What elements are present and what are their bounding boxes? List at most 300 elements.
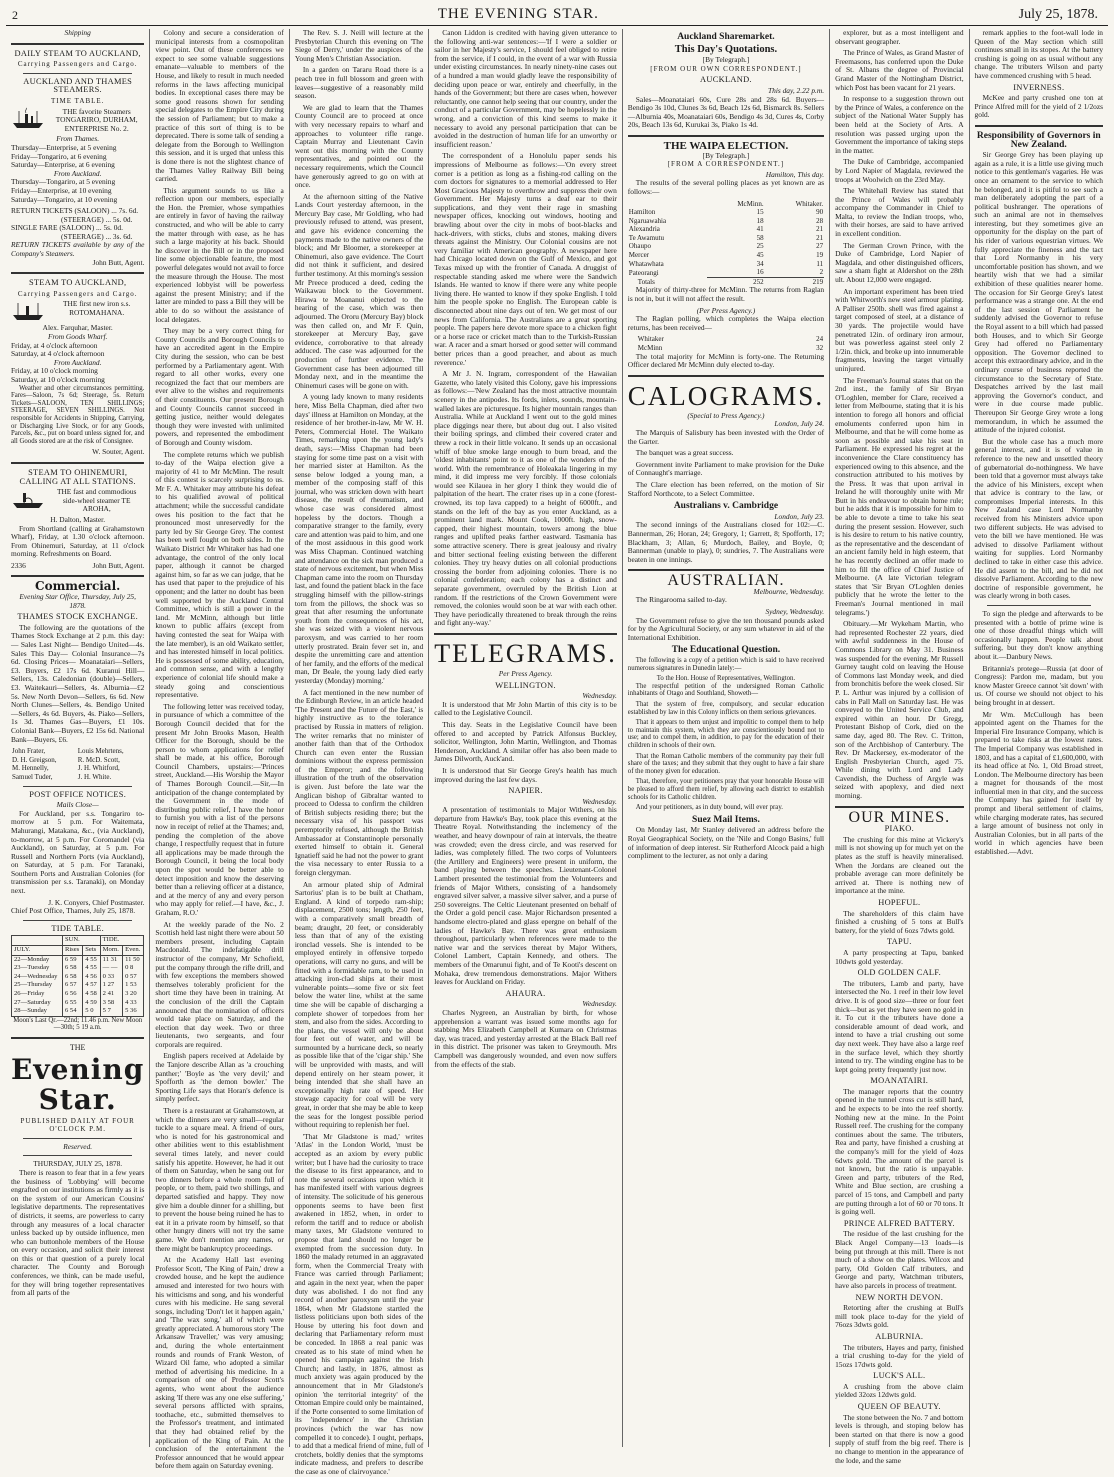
table-cell: 4 55 [83, 955, 100, 964]
table-cell: 0 33 [100, 973, 122, 982]
agent-signature: John Butt, Agent. [92, 560, 145, 570]
article-paragraph: The correspondent of a Honolulu paper sends his impressions of Melbourne as follows:—'On every street corner is a petition as long as a fishing-rod calling on the corn doctors for signatures to a memorial addressed to Her Most Gracious Majesty to overthrow and suppress their own Government. Her Majesty turns a deaf ear to their supplications, and they vent their rage in smashing newspaper offices, knocking out windows, hooting and brawling about over the city in mobs of boot-blacks and hack-drivers, with sticks, clubs and stones, making divers threats against the Ministry. Our Colonial cousins are not very familiar with American geography. A newspaper here had Chicago located down on the Gulf of Mexico, and got Texas mixed up with the frontier of Canada. A druggist of respectable standing asked me where were the Sandwich Islands. He wanted to know if there were any white people living there. He wanted to know if they spoke English. I told him the people spoke no English. The European cable is disconnected about nine days out of ten. We get most of our news from California. The Australians are a great sporting people. The papers here devote more space to a chicken fight or a horse race or cricket match than to the Turkish-Russian war. A racer and a smart horsed or good setter will command better prices than a good preacher, and about as much reverence.' [434, 151, 617, 367]
article-paragraph: A presentation of testimonials to Major Withers, on his departure from Hawke's Bay, took place this evening at the Theatre Royal. Notwithstanding the inclemency of the weather, and heavy downpour of rain at intervals, the theatre was crowded; even the dress circle, and was reserved for ladies, was completely filled. The two corps of Volunteers (the Artillery and Engineers) were present in uniform, the band playing between the speeches. Lieutenant-Colonel Lambert presented the testimonial from the Volunteers and friends of Major Withers, consisting of a handsomely engraved silver salver, a massive silver salver, and a purse of 250 sovereigns. The Celtic Lieutenant presented on behalf of the Order a gold pencil case. Major Richardson presented a handsome electro-plated and glass epergne on behalf of the ladies of Hawke's Bay. There was great enthusiasm throughout, particularly when references were made to the native war and the services thereat by Major Withers, Colonel Lambert, Captain Kennedy, and others. The members of the Omarunui fight, and of Te Kooti's descent on Mohaka, drew tremendous demonstrations. Major Withers leaves for Auckland on Friday. [434, 805, 617, 987]
schedule-line: Saturday, at 10 o'clock morning [11, 375, 105, 384]
table-cell: 4 58 [83, 990, 100, 999]
table-cell: 0 8 [123, 964, 144, 973]
section-heading: TELEGRAMS. [434, 638, 617, 668]
agent-signature: John Butt, Agent. [92, 257, 145, 267]
columns [6, 28, 1108, 1476]
section-label: Mails Close— [56, 800, 99, 810]
table-header-cell [12, 936, 63, 946]
paddle-steamer-icon [11, 488, 45, 510]
table-header-cell: Morn. [100, 946, 122, 956]
article-paragraph: And your petitioners, as in duty bound, will ever pray. [635, 804, 783, 812]
table-header-cell: TIDE. [100, 936, 144, 946]
article-paragraph: In a garden on Tararu Road there is a peach tree in full blossom and green with leaves—suggestive of a reasonably mild season. [294, 65, 424, 101]
table-cell: 5 7 [100, 1007, 122, 1016]
table-cell: 3 58 [100, 999, 122, 1008]
article-paragraph: Mr Wm. McCullough has been appointed agent on the Thames for the Imperial Fire Insurance Company, which is prepared to take risks at the lowest rates. The Imperial Company was established in 1803, and has a capital of £1,600,000, with its head office at No. 1, Old Broad street, London. The Melbourne directory has been a magnet for thousands of the most influential men in that city, and the success the Company has gained for itself by prompt and liberal settlement of claims, while charging moderate rates, has secured a large amount of business not only in Australian Colonies, but in all parts of the world in which agencies have been established.—Advt. [974, 709, 1104, 857]
schedule-line: Friday, at 4 o'clock afternoon [11, 340, 98, 350]
table-cell: 6 54 [62, 1007, 82, 1016]
article-paragraph: remark applies to the foot-wall lode in Queen of the May section which still continues small in its stopes. At the battery crushing is going on as usual without any change. The tributers Wilson and party have commenced crushing with 5 head. [974, 28, 1104, 80]
table-cell: 252 [707, 277, 764, 286]
table-cell: M. Hennelly, [12, 764, 49, 773]
article-paragraph: Sir George Grey has been playing up again as a rule, it is a little use giving much notice to this gentleman's vagaries. He was once an ornament to the service to which he belonged, and it is pitiful to see such a man deliberately adopting the part of a political bushranger. The operations of such an animal are not in themselves interesting, but they sometimes give an opportunity for the display on the part of his rider of various equestrian virtues. We fully appreciate the fineness and the tact that Lord Normanby in his very uncomfortable position has shown, and we heartily wish that we had a similar exhibition of these qualities nearer home. The occasion for Sir George Grey's latest performance was a strange one. At the end of the last session of Parliament he suddenly advised the Governor to refuse the Royal assent to a bill which had passed both Houses, and to which Sir George Grey had offered no Parliamentary opposition. The Governor declined to accept this extraordinary advice, and in the ordinary course of business reported the circumstance to the Secretary of State. Despatches arrived by the last mail approving the Governor's conduct, and were in due course made public. Thereupon Sir George Grey wrote a long memorandum, in which he assumed the attitude of the injured colonist. [974, 150, 1104, 435]
article-paragraph: The Clare election has been referred, on the motion of Sir Stafford Northcote, to a Select Committee. [627, 479, 825, 498]
article-paragraph: The manager reports that the country opened in the tunnel cross cut is still hard, and he expects to be into the reef shortly. Nothing new at the mine. In the Point Russell reef. The crushing for the company continues about the same. The tributers, Rea and party, have finished a crushing at the company's mill for the yield of 4ozs 6dwts gold. The amount of the parcel is not known, but the ratio is unpayable. Green and party, tributers of the Red, White and Blue section, are crushing a parcel of 15 tons, and Campbell and party are putting through a lot of 60 or 70 tons. It is going well. [835, 1086, 964, 1217]
table-row [12, 999, 144, 1008]
article-paragraph: The following letter was received today, in pursuance of which a committee of the Borough Council decided that for the present Mr John Brooks Mason, Health Officer for the Borough, should be the person to whom applications for relief shall be made, at his office, Borough Council Chambers, upstairs:—'Princes street, Auckland.—His Worship the Mayor of Thames Borough Council.—Sir,—In anticipation of the change contemplated by the Government in the mode of distributing public relief, I have the honor to furnish you with a list of the persons now in receipt of relief at the Thames; and, pending the completion of the above change, I respectfully request that in future all applications may be made through the Borough Council, it being the local body upon the spot would be better able to detect imposition and know the deserving better than a relieving officer at a distance, and at the mercy of any and every person who may apply for relief.—I have, &c., J. Graham, R.O.' [155, 701, 284, 917]
article-heading: Australians v. Cambridge [673, 501, 779, 512]
steamer-names: THE first new iron s.s. ROTOMAHANA. [63, 299, 131, 318]
table-header-cell: Whitaker. [795, 199, 824, 208]
schedule-line: Saturday, at 4 o'clock afternoon [11, 349, 105, 359]
table-cell: Ohaupo [628, 242, 651, 251]
section-heading: This Day's Quotations. [674, 43, 778, 55]
dateline-place: AUCKLAND. [700, 75, 752, 85]
table-cell: 23—Tuesday [12, 964, 63, 973]
mine-name: ALBURNIA. [875, 1331, 924, 1341]
column-4 [429, 29, 623, 1447]
schedule-line: Thursday—Tongariro, at 5 evening [11, 177, 116, 187]
table-cell: 1 53 [123, 981, 144, 990]
table-cell: 6 56 [62, 990, 82, 999]
dateline-day: Wednesday. [582, 796, 617, 806]
article-paragraph: The second innings of the Australians closed for 102:—C. Bannerman, 26; Horan, 24; Gregory, 1; Garrett, 8; Spofforth, 17; Blackham, 3; Allan, 6; Murdoch, Bailey, and Boyle, 0; Bannerman (unable to play), 0; sundries, 7. The Australians were beaten in one innings. [627, 520, 825, 564]
ad-heading: AUCKLAND AND THAMES STEAMERS. [23, 76, 133, 95]
table-header-cell: JULY. [12, 946, 63, 956]
table-cell: J. H. White. [77, 772, 112, 781]
table-cell: 6 57 [62, 981, 82, 990]
divider [987, 605, 1091, 606]
table-cell: — — [100, 964, 122, 973]
table-row [628, 234, 824, 243]
mine-name: NEW NORTH DEVON. [855, 1292, 944, 1302]
column-7 [970, 29, 1108, 1447]
table-cell: 2 41 [100, 990, 122, 999]
article-paragraph: The shareholders of this claim have finished a crushing of 5 tons at Bull's battery, for the yield of 6ozs 7dwts gold. [835, 908, 964, 935]
steamer-ad [11, 108, 144, 134]
dateline-time: Hamilton, This day. [765, 169, 825, 179]
table-row [12, 973, 144, 982]
article-paragraph: There is a restaurant at Grahamstown, at which the dinners are very small—regular tuckle to a square meal. A friend of ours, who is noted for his gastronomical and other abilities went to this establishment several times lately, and never could satisfy his appetite. However, he had it out of them on Saturday, when he sang out for two dinners before a whole room full of people, or to them, paid two shillings, and departed satisfied and happy. They now give him a double dinner for a shilling, but to prevent the house being ruined he has to eat it in a private room by himself, so that other hungry diners will not try the same game. We don't mention any names, or there might be bankruptcy proceedings. [155, 1106, 284, 1253]
section-heading: AUSTRALIAN. [667, 572, 785, 590]
table-cell: 2 [819, 268, 824, 277]
poll-rows [628, 208, 824, 277]
article-paragraph: McKee and party crushed one ton at Prince Alfred mill for the yield of 2 1/2ozs gold. [974, 93, 1104, 120]
article-paragraph: A party prospecting at Tapu, banked 10dwts gold yesterday. [835, 947, 964, 966]
article-paragraph: The Marquis of Salisbury has been invested with the Order of the Garter. [627, 427, 825, 446]
source-note: (Per Press Agency.) [696, 305, 756, 315]
table-row [11, 764, 144, 773]
table-header-cell: Even. [123, 946, 144, 956]
signature: J. K. Conyers, Chief Postmaster. [48, 897, 145, 907]
mine-name: PRINCE ALFRED BATTERY. [843, 1218, 955, 1228]
table-cell: 3 20 [123, 990, 144, 999]
section-heading: CALOGRAMS. [627, 380, 825, 411]
column-1 [6, 29, 150, 1447]
table-header-cell: SUN. [62, 936, 100, 946]
article-paragraph: English papers received at Adelaide by the Tanjore describe Allan as 'a crouching panther;' 'Boyle as 'the very devil;' and Spofforth as 'the demon bowler.' The Sporting Life says that Horan's defence is simply perfect. [155, 1051, 284, 1104]
table-cell: 15 [756, 208, 764, 217]
table-cell: 28—Sunday [12, 1007, 63, 1016]
article-paragraph: They may be a very correct thing for County Councils and Borough Councils to have an accredited agent in the Empire City during the session, who can be best performed by a Parliamentary agent. With regard to all other works, every one recognized the fact that our members are ever alive to the wishes and requirements of their constituents. Our present Borough and County Councils cannot succeed in getting justice, neither would delegates though they were invested with unlimited powers, and represented the embodiment of Borough and County wisdom. [155, 326, 284, 447]
table-cell: 27 [816, 242, 824, 251]
divider [23, 786, 132, 787]
article-paragraph: That, therefore, your petitioners pray that your honorable House will be pleased to afford them relief, by allowing each district to establish schools for its Catholic children. [627, 778, 825, 801]
table-cell: 4 57 [83, 981, 100, 990]
mine-name: PIAKO. [884, 824, 915, 834]
table-header-cell: Sets [83, 946, 100, 956]
article-paragraph: The Ringarooma sailed to-day. [635, 595, 727, 605]
table-row [628, 242, 824, 251]
article-paragraph: At the weekly parade of the No. 2 Scottish held last night there were about 50 members present, including Captain Macdonald. The indefatigable drill instructor of the company, Mr Schofield, put the company through the rifle drill, and with few exceptions the members showed themselves tolerably proficient for the short time they have been in training. At the conclusion of the drill the Captain announced that the nomination of officers would take place on Saturday, and the election that day week. Two or three lieutenants, two sergeants, and four corporals are required. [155, 919, 284, 1049]
table-row [11, 773, 144, 782]
table-cell: D. H. Greigson, [12, 755, 57, 764]
article-paragraph: The results of the several polling places as yet known are as follows:— [627, 178, 825, 196]
article-heading: The Educational Question. [671, 645, 781, 656]
ad-heading: DAILY STEAM TO AUCKLAND, [14, 48, 141, 58]
table-header-cell: McMinn. [737, 199, 764, 208]
table-cell: John Frater, [12, 747, 46, 756]
article-paragraph: In response to a suggestion thrown out by the Prince of Wales, a conference on the subject of the National Water Supply has been held at the Society of Arts. A resolution was passed urging upon the Government the importance of taking steps in the matter. [835, 94, 964, 155]
article-paragraph: The German Crown Prince, with the Duke of Cambridge, Lord Napier of Magdala, and other distinguished officers, saw a sham fight at Aldershot on the 28th ult. About 12,000 were engaged. [835, 240, 964, 285]
dateline-place: WELLINGTON. [495, 680, 556, 690]
table-header-row [628, 200, 824, 209]
table-cell: Mercer [628, 251, 650, 260]
petition-address: To the Hon. House of Representatives, Wellington. [656, 675, 796, 683]
table-cell: Te Awamutu [628, 233, 665, 242]
ad-heading: STEAM TO AUCKLAND, [28, 278, 127, 288]
dateline-day: Wednesday. [582, 691, 617, 701]
article-heading: Responsibility of Governors in New Zealand. [976, 130, 1101, 150]
table-cell: 219 [765, 277, 825, 286]
article-paragraph: At the afternoon sitting of the Native Lands Court yesterday afternoon, in the Mercury Bay case, Mr Goldling, who had previously refused to attend, was present, and gave his evidence concerning the payments made to the native owners of the block; and Mr Bloomer, a storekeeper at Ohinemuri, also gave evidence. The Court did not think it sufficient, and desired further testimony. At this morning's session Mr Preece produced a deed, ceding the Waikawau block to the Government. Hirawa te Moananui objected to the hearing of the case, which was then adjourned. The Ororu (Mercury Bay) block was then called on, and Mr F. Quin, storekeeper at Mercury Bay, gave evidence, corroborative to that already adduced. The case was adjourned for the production of further evidence. The Government case has been adjourned till Monday next, and in the meantime the Ohinemuri cases will be gone on with. [294, 191, 424, 390]
issue-date: July 25, 1878. [1018, 7, 1098, 22]
ad-notice: Weather and other circumstances permitting. Fares—Saloon, 7s 6d; Steerage, 5s. Return Tickets—SALOON, TEN SHILLINGS; STEERAGE, SEVEN SHILLINGS. Not responsible for Accidents in Shipping, Carrying, or Discharging Live Stock, or for any Goods, Parcels, &c., put on board unless signed for, and all Goods stored are at the risk of Consignee. [11, 384, 145, 445]
newspaper-title: THE EVENING STAR. [437, 6, 599, 22]
divider [23, 73, 132, 74]
table-cell: 6 55 [62, 999, 82, 1008]
article-paragraph: The Duke of Cambridge, accompanied by Lord Napier of Magdala, reviewed the troops at Woolwich on the 23rd May. [835, 157, 964, 184]
table-cell: Whitaker [637, 335, 664, 344]
route-label: From Auckland. [53, 168, 102, 178]
article-paragraph: The Freeman's Journal states that on the 2nd inst., the family of Sir Bryan O'Loghlen, member for Clare, received a letter from Melbourne, stating that it is his intention to forego all honors and official emoluments conferred upon him in Melbourne, and that he will come home as soon as possible and take his seat in Parliament. He expressed his regret at the inconvenience the Clare constituency has experienced owing to this absence, and the construction attributed to his motives by the Press. It was that upon arrival in Ireland he will thoroughly unite with Mr Butt in his endeavour to obtain home rule; but he adds that it is impossible for him to be able to devote a time to take his seat during the present session. However, such is his desire to return to his native country, as the representative and the descendant of an ancient family held in high esteem, that he has recently declined an offer made to him to fill the office of Chief Justice of Melbourne. (A late Victorian telegram states that 'Sir Bryan O'Loghlen denies publicly that he wrote the letter to the Freeman's Journal mentioned in mail telegrams.') [835, 375, 964, 617]
route-label: From Goods Wharf. [47, 332, 108, 342]
article-paragraph: Charles Nygreen, an Australian by birth, for whose apprehension a warrant was issued some months ago for stabbing Mrs Elizabeth Campbell at Kumara on Christmas day, was traced, and yesterday arrested at the Black Ball reef in this district. The prisoner was taken to Greymouth. Mrs Campbell was dangerously wounded, and even now suffers from the effects of the stab. [434, 1007, 617, 1069]
table-cell: 6 58 [62, 973, 82, 982]
steamer-ad [11, 488, 144, 514]
tide-rows [12, 955, 144, 1016]
leader-date: THURSDAY, JULY 25, 1878. [33, 1159, 123, 1169]
table-cell: 27—Saturday [12, 999, 63, 1008]
table-header-cell [628, 200, 708, 209]
article-paragraph: A Mr J. N. Ingram, correspondent of the Hawaiian Gazette, who lately visited this Colony, gave his impressions as follows:—'New Zealand has the most attractive mountain scenery in the antipodes. Its fords, inlets, sounds, mountain-walled lakes are picturesque. Its higher mountain ranges than Australia. While at Auckland I went out to the gold mines place diggings near there, but about dug out. I also visited their boiling springs, and climbed their covered crater and threw a rock in their little volcano. It sends up an occasional whiff of blue smoke large enough to burn bread, and the 'oldest inhabitants' point to it as one of the wonders of the world. With the remembrance of Holeakala lingering in my mind, it did impress me very forcibly. If those colonials would see Kilauea in her glory I think they would die of palpitation of the heart. The crater rises up in a cone (forest-crowned, its top lava capped) to a height of 6000ft., and stands on the left of the bay as you enter Auckland, as a prominent land mark. Mount Cook, 1000ft. high, snow-capped, their highest mountain, towers among the blue ranges and uplifted peaks farther eastward. Tasmania has some attractive scenery. There is great jealousy and rivalry and bitter sectional feeling existing between the different colonies. They try heavy duties on all colonial productions crossing the border from adjoining colonies. There is no colonial confederation; each colony has a distinct and separate government, overruled by the British Lion at random. If the restrictions of the Crown Government were removed, the colonies would soon be at war with each other. They have periodically threatened to break through the reins and fight any-way.' [434, 369, 617, 628]
table-cell: Ngaruawahia [628, 216, 667, 225]
table-cell: 25—Thursday [12, 981, 63, 990]
table-row [11, 756, 144, 765]
table-cell: 0 57 [123, 973, 144, 982]
mine-name: QUEEN OF BEAUTY. [857, 1402, 941, 1412]
table-row [628, 335, 824, 344]
article-paragraph: Britannia's protege—Russia (at door of Congress): Pardon me, madam, but you know Master Greece cannot 'sit down' with us. Of course we should not object to his being brought in at dessert. [974, 663, 1104, 707]
article-heading: THAMES STOCK EXCHANGE. [17, 612, 139, 622]
dateline-time: London, July 23. [774, 511, 825, 521]
schedule-line: Saturday—Tongariro, at 10 evening [11, 194, 118, 204]
dateline: Chief Post Office, Thames, July 25, 1878. [11, 906, 136, 916]
divider [23, 1138, 132, 1139]
schedule-line: Thursday—Enterprise, at 5 evening [11, 142, 117, 152]
divider [23, 1155, 132, 1156]
master-name: Alex. Farquhar, Master. [42, 323, 113, 333]
table-cell: 24—Wednesday [12, 973, 63, 982]
table-row [12, 964, 144, 973]
article-paragraph: The stone between the No. 7 and bottom levels is through, and stoping below has been started on that there is now a good supply of stuff from the big reef. There is no change to mention in the appearance of the lode, and the same [835, 1412, 964, 1465]
article-heading: TIDE TABLE. [51, 923, 105, 933]
ad-subheading: Carrying Passengers and Cargo. [17, 289, 138, 298]
table-cell: J. H. Whitford, [77, 764, 120, 773]
schedule-line: Saturday—Enterprise, at 6 evening [11, 160, 115, 170]
column-3 [290, 28, 429, 1476]
article-paragraph: The tributers, Lamb and party, have intersected the No. 1 reef in their low level drive. It is of good size—three or four feet thick—but as yet they have seen no gold in it. To cut it the tributers have done a considerable amount of dead work, and intend to have a trial crushing out some day next week. They have also a large reef in the surface level, which they shortly intend to try. The winding engine has to be kept going pretty frequently just now. [835, 978, 964, 1074]
fare-line: SINGLE FARE (SALOON) ... 5s. 0d. [11, 223, 123, 233]
table-cell: 1 27 [100, 981, 122, 990]
publication-note: PUBLISHED DAILY AT FOUR O'CLOCK P.M. [20, 1116, 135, 1134]
table-cell: Alexandria [628, 225, 660, 234]
table-row [12, 990, 144, 999]
table-cell: 11 50 [123, 955, 144, 964]
steamship-icon [11, 108, 45, 130]
section-label: Shipping [64, 28, 91, 37]
table-cell: 6 58 [62, 964, 82, 973]
section-dateline: Evening Star Office, Thursday, July 25, 1878. [19, 592, 136, 610]
article-paragraph: It is understood that Mr John Martin of this city is to be called to the Legislative Council. [434, 699, 617, 718]
article-paragraph: To sign the pledge and afterwards to be presented with a bottle of prime wine is one of those dreadful things which will occasionally happen. People talk about suffering, but they don't know anything about it.—Danbury News. [974, 609, 1104, 661]
table-row [628, 251, 824, 260]
table-row [12, 981, 144, 990]
table-cell: 45 [756, 251, 764, 260]
article-paragraph: Canon Liddon is credited with having given utterance to the following anti-war sentences:—'If I were a soldier or sailor in her Majesty's service, I should feel obliged to retire from the service, if I could, in the event of a war with Russia under existing circumstances. In nearly ninety-nine cases out of a hundred a man would gladly leave the responsibility of deciding upon peace or war, entirely and cheerfully, in the hands of the Government; but there are cases when, however reluctantly, one cannot help seeing that our country, under the conduct of a particular Government, may be hopelessly in the wrong, and a conviction of this kind seems to make it necessary to avoid any personal participation that can be avoided in the destruction of human life for an unworthy or insufficient reason.' [434, 28, 617, 149]
ad-subheading: Carrying Passengers and Cargo. [17, 60, 138, 69]
article-heading: POST OFFICE NOTICES. [29, 789, 127, 799]
route-label: From Thames. [56, 134, 100, 144]
raglan-table [628, 335, 824, 352]
table-cell: 5 36 [123, 1007, 144, 1016]
article-paragraph: At the Academy Hall last evening Professor Scott, 'The King of Pain,' drew a crowded house, and he kept the audience amused and interested for two hours with his witticisms and song, and his wonderful cures with his medicine. He sang several songs, including 'Don't let it happen again,' and 'The wax song,' all of which were greatly appreciated. A humorous story 'The Arkansaw Traveller,' was very amusing; and, during the whole entertainment rounds and rounds of Frank Weston, of Wizard Oil fame, who adopted a similar method of advertising his medicine. In a comparison of one of Professor Scott's agents, who went about the audience asking 'If there was any one else suffering,' several persons afflicted with sprains, toothache, etc., submitted themselves to the Professor's treatment, and intimated that they had obtained relief by the application of the King of Pain. At the conclusion of the entertainment the Professor announced that he would appear before them again on Saturday evening. [155, 1255, 284, 1471]
table-cell: 4 33 [123, 999, 144, 1008]
table-cell: 28 [816, 216, 824, 225]
mine-name: LUCK'S ALL. [873, 1371, 926, 1381]
table-row [12, 1007, 144, 1016]
steamer-names: THE fast and commodious side-wheel steamer TE AROHA, [56, 487, 137, 514]
section-heading: OUR MINES. [848, 808, 951, 826]
article-paragraph: An armour plated ship of Admiral Sartorius' plan is to be built at Chatham, England. A kind of torpedo ram-ship; displacement, 2500 tons; length, 250 feet, with a comparatively small breadth of beam; draught, 20 feet, or considerably less than that of any of the existing ironclad vessels. She is intended to be employed entirely in offensive torpedo operations, will carry no guns, and will be fitted with a formidable ram, to be used in attacking iron-clad ships at their most vulnerable points—some five or six feet below the water line, whilst at the same time she will be capable of discharging a complete shower of torpedoes from her stem, and also from the sides. According to the plans, the vessel will only be about four feet out of water, and will be surmounted by a hurricane deck, so nearly as possible like that of the 'cigar ship.' She will be unprovided with masts, and will depend entirely on her steam power, it being intended that she shall have an exceptionally high rate of speed. Her stowage capacity for coal will be very great, in order that she may be able to keep the seas for the longest possible period without requiring to replenish her fuel. [294, 879, 424, 1130]
section-subheading: (Special to Press Agency.) [687, 410, 765, 420]
table-cell: 16 [756, 268, 764, 277]
article-paragraph: The Rev. S. J. Neill will lecture at the Presbyterian Church this evening on 'The Siege of Derry,' under the auspices of the Young Men's Christian Association. [294, 28, 424, 63]
motto: Reserved. [63, 1141, 93, 1151]
article-paragraph: It is understood that Sir George Grey's health has much improved during the last few days. [434, 765, 617, 784]
table-cell: 24 [816, 335, 824, 344]
agent-signature: W. Souter, Agent. [92, 447, 145, 457]
article-paragraph: That the system of free, compulsory, and secular education established by law in this Colony inflicts on them serious grievances. [627, 701, 825, 716]
ad-number: 2336 [11, 560, 26, 570]
route-label: From Auckland. [53, 357, 102, 367]
schedule-line: Friday, at 10 o'clock morning [11, 366, 98, 376]
article-paragraph: The residue of the last crushing for the Black Angel Company—13 loads—is being put through at this mill. There is not much of a show on the plates. Wilcox and party, Old Golden Calf tributers, and George and party, Watchman tributers, have also parcels in process of treatment. [835, 1229, 964, 1290]
table-header-row [12, 936, 144, 946]
article-paragraph: The crushing for this mine at Vickery's mill is not showing up for much yet on the plates as the stuff is heavily mineralised. When the Jordans are cleaned out the probable average can more definitely be arrived at. There is nothing new of importance at the mine. [835, 834, 964, 896]
article-paragraph: This argument sounds to us like a reflection upon our members, especially the Hon. the Premier, whose sympathies are entirely in favor of having the railway constructed, and who will be able to carry the matter through with ease, as he has such a large majority at his back. Should he discover in the Bill or in the proposed line some objectionable feature, the most powerful delegates would not avail to force the measure through the House. The most experienced lobbyist will be powerless against the present Ministry; and if the latter are minded to pass a Bill they will be able to do so without the assistance of local delegates. [155, 185, 284, 324]
table-cell: 5 0 [83, 1007, 100, 1016]
table-cell: 19 [816, 251, 824, 260]
table-cell: Samuel Tuder, [12, 772, 53, 781]
moon-phases: Moon's Last Qr.—22nd; 11.46 p.m. New Moon—30th; 5 19 a.m. [13, 1016, 143, 1032]
table-row [11, 747, 144, 756]
source-note: [FROM A CORRESPONDENT.] [667, 160, 785, 169]
article-body: The following are the quotations of the Thames Stock Exchange at 2 p.m. this day:— Sales Last Night— Bendigo United—4s. Sales This Day— Colonial Insurance—7s 6d. Closing Prices— Moanataiari—Sellers, £3. Buyers, £2 17s 6d. Kuranui Hill—Sellers, 13s. Caledonian (double)—Sellers, £3. Waitekauri—Sellers, 4s. Alburnia—£2 5s. New North Devon—Sellers, 6s 6d. New North Clunes—Sellers, 4s. Bendigo United—Sellers, 4s 6d. Buyers, 4s. Piako—Sellers, 1s 3d. Thames Gas—Buyers, £1 10s. Colonial Bank—Buyers, £2 15s 6d. National Bank—Buyers, £6. [11, 622, 145, 744]
ad-subheading: TIME TABLE. [50, 96, 105, 105]
article-paragraph: The Whitehall Review has stated that the Prince of Wales will probably accompany the Commander in Chief to Malta, to review the Indian troops, who, with their horses, are said to have arrived in excellent condition. [835, 186, 964, 239]
brokers-table [11, 747, 144, 781]
table-row [628, 260, 824, 269]
article-paragraph: An important experiment has been tried with Whitworth's new steel armour plating. A Palliser 250lb. shell was fired against a target composed of steel, at a distance of 30 yards. The projectile would have penetrated 12in. of ordinary iron armour, but was powerless against steel only 2 1/2in. thick, and broke up into innumerable fragments, leaving the target virtually uninjured. [835, 286, 964, 373]
article-paragraph: Sales—Moanataiari 60s, Cure 28s and 28s 6d. Buyers—Bendigo 3s 10d, Clunes 3s 6d, Beach 12s 6d, Bismarck 8s. Sellers—Alburnia 40s, Moanataiari 60s, Bendigo 4s 3d, Cures 4s, Corby 20s, Beach 13s 6d, Kurukai 3s, Piako 1s 4d. [627, 94, 825, 130]
article-paragraph: This day. Seats in the Legislative Council have been offered to and accepted by Patrick Alfonsus Buckley, solicitor, Wellington, John Martin, Wellington, and Thomas Henderson, Auckland. A similar offer has also been made to James Dilworth, Auck'and. [434, 719, 617, 764]
article-paragraph: We are glad to learn that the Thames County Council are to proceed at once with very necessary repairs to wharf and approaches to volunteer rifle range. Captain Murray and Lieutenant Cavin went out this morning with the County representatives, and pointed out the necessary requirements, which the Council have generously agreed to go on with at once. [294, 102, 424, 190]
divider [628, 375, 824, 377]
divider [23, 920, 132, 921]
divider [434, 633, 617, 635]
table-cell: 4 59 [83, 999, 100, 1008]
ad-footer [11, 562, 144, 571]
master-name: H. Dalton, Master. [50, 514, 106, 524]
schedule-line: Friday—Enterprise, at 10 evening [11, 185, 112, 195]
section-heading: THE WAIPA ELECTION. [663, 139, 789, 152]
table-cell: 11 31 [100, 955, 122, 964]
article-paragraph: The tributers, Hayes and party, finished a trial crushing to-day for the yield of 15ozs 17dwts gold. [835, 1342, 964, 1369]
table-cell: 18 [756, 216, 764, 225]
divider [11, 462, 144, 464]
source-note: [FROM OUR OWN CORRESPONDENT.] [650, 64, 802, 73]
article-paragraph: The banquet was a great success. [635, 448, 734, 458]
column-6 [830, 28, 969, 1465]
fare-line: RETURN TICKETS (SALOON) ... 7s. 6d. [11, 206, 139, 216]
section-heading: Commercial. [35, 579, 121, 594]
table-row [628, 217, 824, 226]
dateline-place: AHAURA. [505, 988, 546, 998]
dateline-time: Melbourne, Wednesday. [753, 586, 825, 596]
article-heading: Suez Mail Items. [692, 814, 760, 825]
table-cell: Louis Mehrtens, [77, 747, 124, 756]
steamer-ad [11, 300, 144, 322]
steamer-names: THE favorite Steamers TONGARIRO, DURHAM, ENTERPRISE No. 2. [55, 106, 138, 133]
divider [628, 569, 824, 571]
table-cell: Totals [637, 277, 655, 286]
article-paragraph: Retorting after the crushing at Bull's mill took place to-day for the yield of 76ozs 3dwts gold. [835, 1303, 964, 1330]
article-paragraph: A young lady known to many residents here, Miss Bella Chapman, died after two days' illness at Hamilton on Monday, at the residence of her brother-in-law, Mr W. H. Peters, Commercial Hotel. The Waikato Times, remarking upon the young lady's death, says:—'Miss Chapman had been staying for some time past on a visit with her married sister at Hamilton. As the sense below lodged a young man, a member of the composing staff of this journal, who was stricken down with heart disease, the result of rheumatism, and whose case was considered almost hopeless by the doctors. Though a comparative stranger to the family, every care and attention was paid to him, and one of the most assiduous in this good work was Miss Chapman. Continued watching and attendance on the sick man produced a state of nervous excitement, but when Miss Chapman came into the room on Thursday last, and found the patient black in the face struggling himself with the pillow-strings torn from the pillows, the shock was so great that after resuming the unfortunate youth from the consequences of his act, she was seized with a violent nervous paroxysm, and was carried to her room utterly prostrated. Brain fever set in, and despite the unremitting care and attention of her family, and the efforts of the medical man, Dr Beale, the young lady died early yesterday (Monday) morning.' [294, 392, 424, 685]
article-paragraph: A fact mentioned in the new number of the Edinburgh Review, in an article headed 'The Present and the Future of the East,' is highly instructive as to the tolerance practised by Russia in matters of religion. The writer remarks that no minister of another faith than that of the Orthodox Church can even enter the Russian dominions without the express permission of the Emperor; and the following illustration of the truth of the observation is given. Just before the late war the Anglican bishop of Gibraltar wanted to proceed to Odessa to confirm the children of British subjects residing there; but the necessary visa of his passport was peremptorily refused, although the British Ambassador at Constantinople personally exerted himself to obtain it. General Ignatieff said he had not the power to grant the visa necessary to enter Russia to a foreign clergyman. [294, 687, 424, 877]
article-paragraph: The Prince of Wales, as Grand Master of Freemasons, has conferred upon the Duke of St. Albans the degree of Provincial Grand Master of the Nottingham District, which Post has been vacant for 21 years. [835, 48, 964, 92]
divider [975, 125, 1103, 127]
table-row [628, 208, 824, 217]
mine-name: TAPU. [886, 937, 912, 947]
article-paragraph: Government invite Parliament to make provision for the Duke of Connaught's marriage. [627, 459, 825, 478]
divider [628, 135, 824, 137]
article-paragraph: The Raglan polling, which completes the Waipa election returns, has been received— [627, 314, 825, 332]
table-cell: McMinn [637, 344, 663, 352]
article-paragraph: On Monday last, Mr Stanley delivered an address before the Royal Geographical Society, on the 'Nile and Congo Basins,' full of information of deep interest. Sir Rutherford Alcock paid a high compliment to the lecturer, as not only a daring [627, 825, 825, 861]
section-subheading: Per Press Agency. [498, 668, 553, 678]
article-paragraph: Obituary.—Mr Wykeham Martin, who had represented Rochester 22 years, died with awful suddenness in the House of Commons Library on May 31. Business was suspended for the evening. Mr Russell Gurney taught cold on leaving the House of Commons last Monday week, and died from bronchitis before the week closed. Sir P. L. Arthur was injured by a collision of cabs in Pall Mall on Saturday last. He was conveyed to the United Service Club, and expired within an hour. Dr Gregg, Protestant Bishop of Cork, died on the same day, aged 80. The Rev. C. Tritton, son of the Archbishop of Canterbury. The Rev. Dr Mackersey, ex-moderator of the English Presbyterian Church, aged 75. While dining with Lord and Lady Cavendish, the Duchess of Argyle was seized with apoplexy, and died next morning. [835, 619, 964, 801]
table-cell: 22—Monday [12, 955, 63, 964]
leader-article: There is reason to fear that in a few years the business of 'Lobbying' will become engrafted on our institutions as firmly as it is on the system of our American Cousins' legislative departments. The representatives of districts, it seems, are powerless to carry through any measures of a local character unless backed up by outside influence, men who can buttonhole members of the House on every occasion, and solicit their interest on this or that question of a purely local character. The County and Borough conferences, we think, can be made useful, for they will bring together representatives from all parts of the [11, 1167, 145, 1298]
mine-name: MOANATAIRI. [870, 1076, 929, 1086]
table-row [628, 225, 824, 234]
ad-heading: STEAM TO OHINEMURI, CALLING AT ALL STATIONS. [19, 467, 136, 486]
mine-name: HOPEFUL. [878, 898, 921, 907]
table-cell: 26—Friday [12, 990, 63, 999]
table-cell: 32 [816, 344, 824, 352]
article-paragraph: The following is a copy of a petition which is said to have received numerous signatures in Dunedin lately:— [627, 657, 825, 672]
tide-table [11, 935, 144, 1016]
table-cell: 6 59 [62, 955, 82, 964]
article-paragraph: 'That Mr Gladstone is mad,' writes 'Atlas' in the London World, 'must be accepted as an axiom by every public writer; but I have had the curiosity to trace the disease to its first appearance, and to note the several occasions upon which it has manifested itself with various degrees of intensity. The solicitude of his generous opponents seems to have been first awakened in 1852, when, in order to reform the tariff and to reduce or abolish many taxes, Mr Gladstone ventured to propose that land should no longer be exempted from the succession duty. In 1860 the malady returned in an aggravated form, when the Commercial Treaty with France was carried through Parliament; and again in the next year, when the paper duty was abolished. I do not find any record of another paroxysm until the year 1864, when Mr Gladstone startled the listless politicians upon both sides of the House by uttering his foot down and declaring that Parliamentary reform must be conceded. In 1868 a real panic was created as to his state of mind when he opened his campaign against the Irish Church; and lastly, in 1876, almost as much anxiety was again produced by the announcement that in Mr Gladstone's opinion 'the territorial integrity' of the Ottoman Empire could only be maintained, if the Porte consented to some limitation of its 'independence' in the Christian provinces (which the war has now compelled it to concede). I ought, perhaps, to add that a medical friend of mine, full of crotchets, boldly denies that the symptoms indicate madness, and prefers to describe the case as one of clairvoyance.' [294, 1131, 424, 1476]
table-row [628, 268, 824, 277]
column-2 [150, 28, 289, 1471]
article-paragraph: The respectful petition of the undersigned Roman Catholic inhabitants of Otago and Southland, Showeth— [627, 682, 825, 698]
article-paragraph: A crushing from the above claim yielded 32ozs 12dwts gold. [835, 1381, 964, 1400]
steamship-icon [11, 300, 45, 322]
mine-name: OLD GOLDEN CALF. [857, 968, 942, 978]
article-paragraph: The complete returns which we publish to-day of the Waipa election give a majority of 41 to Mr McMinn. The result of this contest is scarcely surprising to us. Mr F. A. Whitaker may attribute his defeat to his qualified avowal of political attachment; while the successful candidate owes his position to the fact that he pronounced most unreservedly for the party led by Sir George Grey. The contest has been well fought on both sides. In the Waikato District Mr Whitaker has had one advantage, the control of the only local paper, although it cannot be charged against him, so far as we can judge, that he has used that paper to the prejudice of his opponent; and the latter no doubt has been well supported by the Auckland Central Committee, which is still a power in the land. Mr McMinn, although but little known to public affairs (except from having contested the seat for Waipa with the late member), is an old Waikato settler, and has interested himself in local politics. He is possessed of some ability, education, and common sense, and with a lengthy experience of colonial life should make a steady going and conscientious representative. [155, 449, 284, 700]
dateline-place: NAPIER. [508, 786, 543, 796]
page-number: 2 [12, 8, 18, 22]
article-paragraph: explorer, but as a most intelligent and observant geographer. [835, 28, 964, 46]
article-paragraph: The total majority for McMinn is forty-one. The Returning Officer declared Mr McMinn duly elected to-day. [627, 351, 825, 370]
article-paragraph: Majority of thirty-three for McMinn. The returns from Raglan is not in, but it will not affect the result. [627, 285, 825, 304]
article-paragraph: But the whole case has a much more general interest, and it is of value in reference to the new and unsettled theory of gubernatorial do-nothingness. We have been told that a governor must always take the advice of his Ministers, except when that advice is contrary to the law, or compromises Imperial interests. In this New Zealand case Lord Normanby received from his Ministers advice upon two different subjects. He was advised to veto the bill we have mentioned. He was advised to dissolve Parliament without waiting for supplies. Lord Normanby declined to take in either case this advice. He did assent to the bill, and he did not dissolve Parliament. According to the new doctrine of responsible government, he was clearly wrong in both cases. [974, 436, 1104, 601]
paper-nameplate: Evening Star. [11, 1052, 145, 1116]
table-row [12, 955, 144, 964]
schedule-line: Friday—Tongariro, at 6 evening [11, 151, 107, 161]
table-cell: Pateorangi [628, 268, 659, 277]
table-cell: 90 [816, 208, 824, 217]
table-cell: Hamilton [628, 208, 656, 217]
source-note: [By Telegraph.] [702, 150, 750, 160]
table-cell: 25 [756, 242, 764, 251]
table-cell: 41 [756, 225, 764, 234]
paper-the: THE [69, 1042, 86, 1052]
table-cell: 4 56 [83, 973, 100, 982]
divider [11, 575, 144, 577]
article-paragraph: That the Roman Catholic members of the community pay their full share of the taxes; and they submit that they ought to have a fair share of the money given for education. [627, 752, 825, 775]
fare-line: (STEERAGE) ... 5s. 0d. [61, 214, 133, 224]
table-header-row [12, 946, 144, 956]
table-cell: 21 [816, 233, 824, 242]
article-paragraph: Colony and secure a consideration of municipal interests from a cosmopolitan view point. Out of these conferences we expect to see some valuable suggestions emanate—valuable to members of the House, and likely to result in much needed reforms in the laws affecting municipal bodies. In exceptional cases there may be some good reasons shown for sending special delegates to the Empire City during the session of Parliament; but to make a practice of this sort of thing is to be deprecated. There is some talk of sending a delegate from the Borough to Wellington this session, and it is urged that unless this is done there is not the slightest chance of the Thames Valley Railway Bill being carried. [155, 28, 284, 184]
section-heading: Auckland Sharemarket. [677, 32, 775, 42]
ad-body: From Shortland (calling at Grahamstown Wharf), Friday, at 1.30 o'clock afternoon. From Ohinemuri, Saturday, at 11 o'clock morning. Refreshments on Board. [11, 523, 145, 559]
article-paragraph: The Government refuse to give the ten thousand pounds asked for by the Agricultural Society, or any sum whatever in aid of the International Exhibition. [627, 615, 825, 642]
poll-table [628, 200, 824, 287]
table-cell: 4 55 [83, 964, 100, 973]
column-5 [623, 29, 830, 1447]
table-cell: 34 [756, 259, 764, 268]
divider [11, 272, 144, 274]
divider [835, 806, 963, 808]
